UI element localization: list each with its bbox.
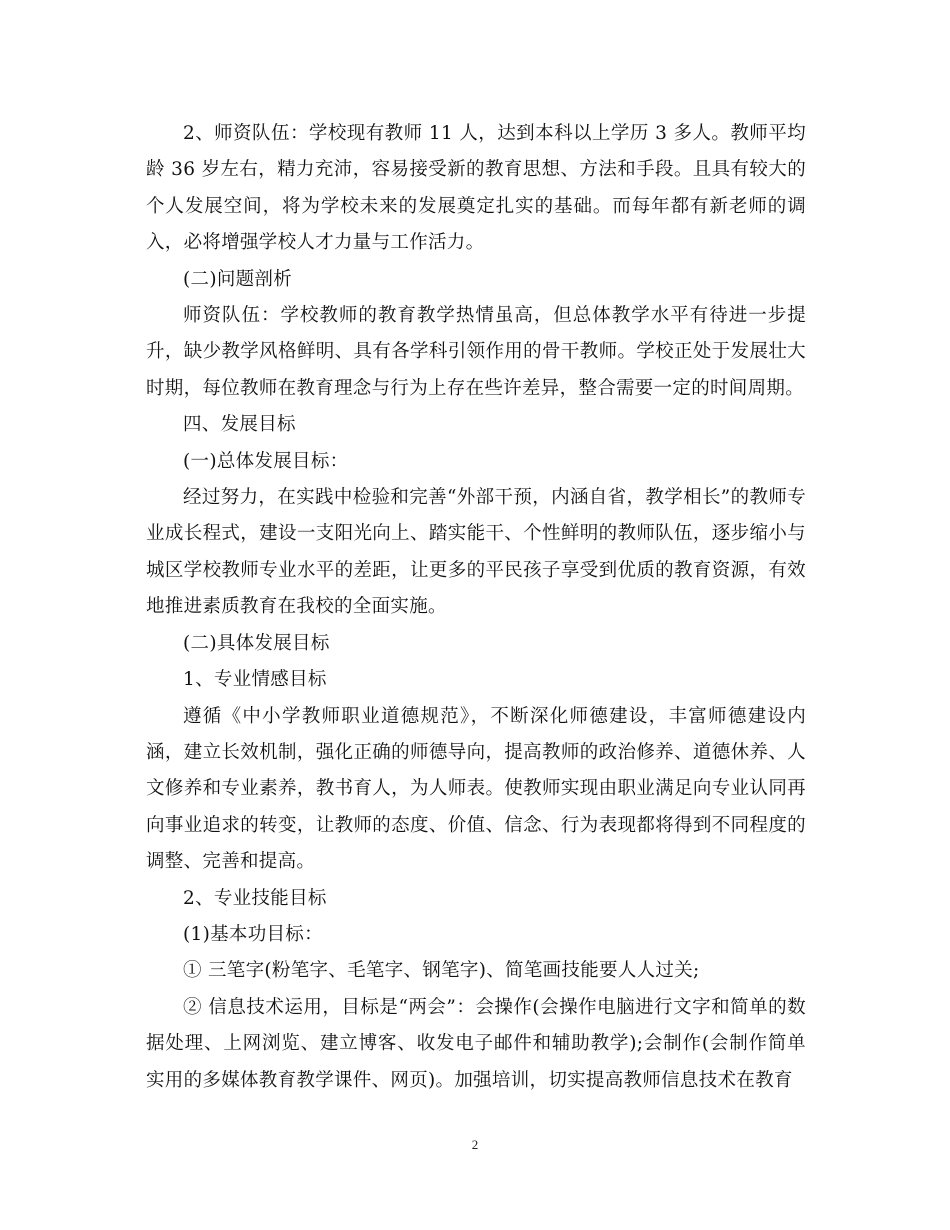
paragraph-emotional-goal: 遵循《中小学教师职业道德规范》，不断深化师德建设，丰富师德建设内涵，建立长效机制，强化正确的师德导向，提高教师的政治修养、道德休养、人文修养和专业素养，教书育人，为人师表。使教师实现由职业满足向专业认同再向事业追求的转变，让教师的态度、价值、信念、行为表现都将得到不同程度的调整、完善和提高。 — [146, 705, 806, 873]
paragraph-overall-goal: 经过努力，在实践中检验和完善“外部干预，内涵自省，教学相长”的教师专业成长程式，建设一支阳光向上、踏实能干、个性鲜明的教师队伍，逐步缩小与城区学校教师专业水平的差距，让更多的平民孩子享受到优质的教育资源，有效地推进素质教育在我校的全面实施。 — [146, 487, 806, 618]
page-number: 2 — [471, 1137, 479, 1152]
heading-specific-goals: (二)具体发展目标 — [183, 632, 330, 654]
list-item-it-usage: ② 信息技术运用，目标是“两会”：会操作(会操作电脑进行文字和简单的数据处理、上网浏览、建立博客、收发电子邮件和辅助教学);会制作(会制作简单实用的多媒体教育教学课件、网页)。加强培训，切实提高教师信息技术在教育 — [146, 996, 806, 1091]
heading-problem-analysis: (二)问题剖析 — [183, 268, 293, 290]
heading-skill-goal: 2、专业技能目标 — [183, 887, 327, 909]
paragraph-teacher-team: 2、师资队伍：学校现有教师 11 人，达到本科以上学历 3 多人。教师平均龄 36 岁左右，精力充沛，容易接受新的教育思想、方法和手段。且具有较大的个人发展空间，将为学校未来的发展奠定扎实的基础。而每年都有新老师的调入，必将增强学校人才力量与工作活力。 — [146, 123, 806, 254]
heading-overall-goal: (一)总体发展目标： — [183, 450, 349, 472]
heading-development-goals: 四、发展目标 — [183, 414, 296, 436]
document-body — [146, 116, 806, 1099]
paragraph-problem-detail: 师资队伍：学校教师的教育教学热情虽高，但总体教学水平有待进一步提升，缺少教学风格鲜明、具有各学科引领作用的骨干教师。学校正处于发展壮大时期，每位教师在教育理念与行为上存在些许差异，整合需要一定的时间周期。 — [146, 305, 806, 399]
heading-basic-skill-goal: (1)基本功目标： — [183, 923, 323, 945]
heading-emotional-goal: 1、专业情感目标 — [183, 669, 327, 691]
list-item-calligraphy: ① 三笔字(粉笔字、毛笔字、钢笔字)、简笔画技能要人人过关; — [183, 960, 700, 982]
